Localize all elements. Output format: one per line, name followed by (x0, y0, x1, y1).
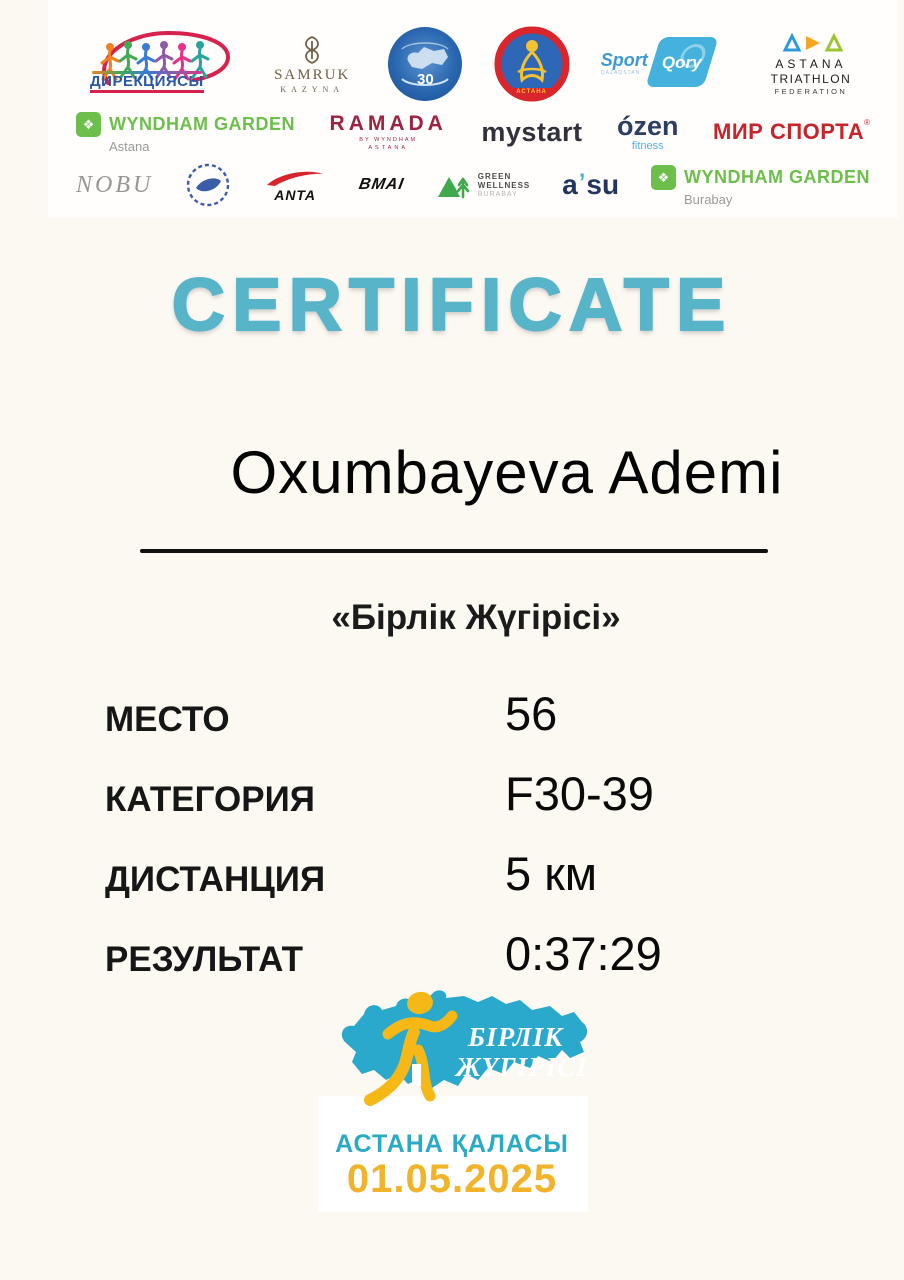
distance-value: 5 км (505, 846, 598, 900)
sponsor-row-2 (76, 112, 870, 153)
joma-badge-icon (185, 162, 231, 208)
distance-label: ДИСТАНЦИЯ (105, 860, 326, 899)
wyndham-diamond-icon: ❖ (651, 165, 676, 190)
anta-logo (263, 169, 327, 202)
ozen-wordmark: ózen (616, 110, 679, 141)
sponsor-row-3 (76, 162, 870, 208)
nobu-wordmark: NOBU (76, 172, 154, 198)
emblem-30-number: 30 (417, 71, 434, 88)
ramada-logo (330, 113, 447, 151)
wyndham-burabay-top (651, 165, 870, 190)
wyndham-astana-wordmark: WYNDHAM GARDEN (109, 114, 295, 134)
sponsor-row-1 (76, 26, 870, 102)
logo-text-line2: ЖҮГІРІСІ (456, 1052, 588, 1082)
nobu-logo (76, 173, 153, 197)
kazyna-wordmark: KAZYNA (280, 84, 345, 94)
map-30-icon (388, 27, 462, 101)
samruk-kazyna-logo (267, 35, 357, 94)
triathlon-line1: ASTANA (775, 56, 847, 71)
green-wellness-line1: GREEN (477, 172, 512, 181)
directorate-wordmark: ДИРЕКЦИЯСЫ (90, 74, 204, 93)
event-name: «Бірлік Жүгірісі» (331, 598, 621, 637)
name-underline (140, 549, 768, 553)
sportqory-qory-wordmark: Qory (661, 52, 702, 72)
sponsor-panel (48, 0, 898, 218)
logo-text-line1: БІРЛІК (468, 1022, 564, 1052)
asu-logo (562, 171, 619, 199)
birlik-run-logo (316, 986, 592, 1112)
mir-sporta-logo (713, 118, 870, 144)
registered-mark: ® (864, 118, 870, 127)
samruk-wordmark: SAMRUK (274, 66, 351, 83)
result-row-place (105, 680, 805, 760)
sportqory-parallelogram-icon (645, 37, 718, 87)
wyndham-astana-city: Astana (109, 138, 150, 154)
place-value: 56 (505, 686, 558, 740)
blue-circle-emblem-icon (388, 27, 462, 101)
asu-letter-a: a (562, 169, 578, 200)
footer-city: АСТАНА ҚАЛАСЫ (335, 1130, 569, 1158)
result-value: 0:37:29 (505, 926, 662, 980)
sport-directorate-logo (76, 27, 236, 101)
wyndham-burabay-city: Burabay (683, 191, 733, 207)
green-wellness-burabay-logo (436, 169, 530, 201)
ozen-fitness-logo (616, 110, 679, 152)
wyndham-garden-astana-logo (76, 112, 295, 153)
anta-wordmark: ANTA (274, 186, 317, 203)
triathlon-line3: FEDERATION (774, 86, 848, 96)
sportqory-logo (601, 35, 721, 93)
result-row-category (105, 760, 805, 840)
ozen-fitness-label: fitness (631, 139, 664, 152)
anta-swoosh-icon (263, 169, 327, 187)
results-table (105, 680, 805, 1000)
green-wellness-line2: WELLNESS (477, 181, 531, 190)
kazakhstan-30-emblem (388, 27, 462, 101)
sportqory-left (601, 51, 648, 76)
wyndham-astana-top (76, 112, 295, 137)
triathlon-line2: TRIATHLON (770, 71, 852, 86)
green-wellness-icon (436, 169, 472, 201)
bmai-logo (359, 177, 404, 193)
astana-triathlon-federation-logo (752, 33, 870, 96)
joma-logo (185, 162, 231, 208)
samruk-emblem-icon (297, 35, 327, 65)
place-label: МЕСТО (105, 700, 230, 739)
sportqory-subtitle: QAZAQSTAN (600, 70, 641, 76)
astana-emblem-banner: АСТАНА (511, 88, 552, 96)
recipient-name: Oxumbayeva Ademi (230, 439, 784, 506)
footer-date: 01.05.2025 (346, 1157, 558, 1201)
wyndham-burabay-wordmark: WYNDHAM GARDEN (683, 167, 870, 187)
result-label: РЕЗУЛЬТАТ (105, 940, 303, 979)
category-value: F30-39 (505, 766, 654, 820)
result-row-distance (105, 840, 805, 920)
triathlon-triangles-icon (776, 33, 846, 53)
bmai-wordmark: BMAI (357, 176, 406, 193)
mir-sporta-wordmark: МИР СПОРТА (713, 119, 865, 144)
ramada-wordmark: RAMADA (329, 112, 447, 135)
ramada-by-wyndham: BY WYNDHAM (359, 137, 418, 143)
astana-city-emblem (494, 26, 570, 102)
ramada-astana: ASTANA (368, 144, 408, 151)
wyndham-garden-burabay-logo (651, 165, 870, 206)
category-label: КАТЕГОРИЯ (105, 780, 315, 819)
certificate-title: CERTIFICATE (171, 263, 733, 346)
sportqory-sport-wordmark: Sport (600, 50, 648, 70)
green-wellness-text (478, 172, 530, 198)
asu-letters-su: su (586, 169, 620, 200)
asu-droplet-icon: ’ (578, 169, 586, 196)
mystart-wordmark: mystart (481, 116, 583, 147)
wyndham-diamond-icon: ❖ (76, 112, 101, 137)
green-wellness-line3: BURABAY (477, 191, 518, 198)
mystart-logo (481, 116, 583, 147)
